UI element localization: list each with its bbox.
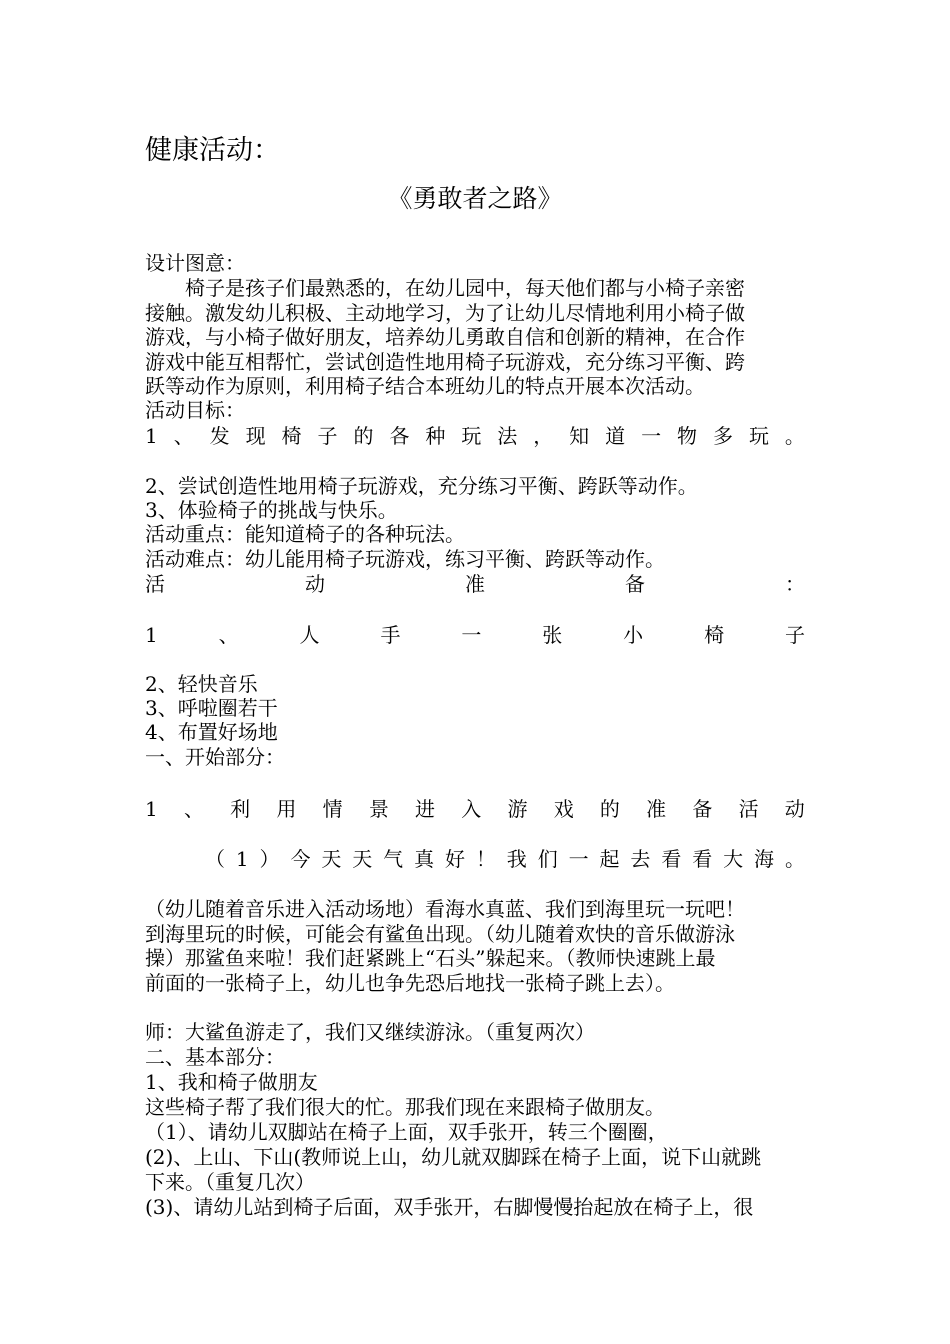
char: 真	[414, 847, 435, 871]
part2-subitem: (3)、请幼儿站到椅子后面，双手张开，右脚慢慢抬起放在椅子上，很	[145, 1195, 754, 1219]
char: 入	[461, 797, 482, 821]
char: 我	[506, 847, 527, 871]
prep-4: 4、布置好场地	[145, 720, 278, 744]
char: 道	[605, 424, 626, 448]
prep-3: 3、呼啦圈若干	[145, 696, 278, 720]
char: 气	[383, 847, 404, 871]
char: 各	[389, 424, 410, 448]
part2-subitem: （1）、请幼儿双脚站在椅子上面，双手张开，转三个圈圈，	[145, 1120, 668, 1144]
char: 准	[465, 572, 485, 596]
char: 活	[145, 572, 165, 596]
char: 。	[784, 424, 805, 448]
goal-2: 2、尝试创造性地用椅子玩游戏，充分练习平衡、跨跃等动作。	[145, 474, 698, 498]
char: 景	[368, 797, 389, 821]
char: 今	[290, 847, 311, 871]
char: 子	[317, 424, 338, 448]
char: 玩	[461, 424, 482, 448]
char: 物	[677, 424, 698, 448]
char: 、	[183, 797, 204, 821]
design-text-line: 游戏中能互相帮忙，尝试创造性地用椅子玩游戏，充分练习平衡、跨	[145, 350, 745, 374]
char: 游	[507, 797, 528, 821]
part2-subitem: (2)、上山、下山(教师说上山，幼儿就双脚踩在椅子上面，说下山就跳	[145, 1145, 762, 1169]
char: 玩	[748, 424, 769, 448]
design-text-line: 椅子是孩子们最熟悉的，在幼儿园中，每天他们都与小椅子亲密	[185, 276, 745, 300]
char: 子	[784, 623, 805, 647]
char: 1	[145, 623, 158, 647]
prep-2: 2、轻快音乐	[145, 672, 258, 696]
char: ！	[475, 847, 496, 871]
char: 看	[692, 847, 713, 871]
char: 、	[173, 424, 194, 448]
part1-label: 一、开始部分：	[145, 745, 285, 769]
char: 用	[276, 797, 297, 821]
goal-3: 3、体验椅子的挑战与快乐。	[145, 498, 398, 522]
char: 的	[353, 424, 374, 448]
char: 活	[738, 797, 759, 821]
prep-1	[145, 623, 805, 648]
part1-text-line: 前面的一张椅子上，幼儿也争先恐后地找一张椅子跳上去）。	[145, 971, 675, 995]
char: 一	[641, 424, 662, 448]
char: 人	[299, 623, 320, 647]
char: 一	[461, 623, 482, 647]
char: 知	[569, 424, 590, 448]
char: 动	[784, 797, 805, 821]
char: 海	[754, 847, 775, 871]
char: ）	[259, 847, 280, 871]
document-title: 《勇敢者之路》	[387, 184, 563, 213]
char: 椅	[281, 424, 302, 448]
char: 发	[209, 424, 230, 448]
char: 看	[661, 847, 682, 871]
part1-item-1-1	[145, 847, 805, 872]
part2-label: 二、基本部分：	[145, 1045, 285, 1069]
part1-item-1	[145, 797, 805, 822]
char: 张	[542, 623, 563, 647]
char: 大	[723, 847, 744, 871]
design-label: 设计图意：	[145, 251, 245, 275]
char: 种	[425, 424, 446, 448]
char: 准	[646, 797, 667, 821]
char: 手	[380, 623, 401, 647]
prep-label	[145, 572, 805, 597]
goals-label: 活动目标：	[145, 398, 245, 422]
part1-text-line: 操）那鲨鱼来啦！我们赶紧跳上“石头”躲起来。（教师快速跳上最	[145, 946, 716, 970]
char: 们	[537, 847, 558, 871]
design-text-line: 跃等动作为原则，利用椅子结合本班幼儿的特点开展本次活动。	[145, 374, 705, 398]
char: ，	[533, 424, 554, 448]
char: 戏	[553, 797, 574, 821]
char: 多	[712, 424, 733, 448]
char: 1	[145, 424, 158, 448]
char: 一	[568, 847, 589, 871]
part1-text-line: 到海里玩的时候，可能会有鲨鱼出现。（幼儿随着欢快的音乐做游泳	[145, 922, 735, 946]
char: 现	[245, 424, 266, 448]
char: 好	[444, 847, 465, 871]
char: （	[205, 847, 225, 871]
key-point: 活动重点：能知道椅子的各种玩法。	[145, 522, 465, 546]
char: 去	[630, 847, 651, 871]
char: 的	[599, 797, 620, 821]
char: 利	[230, 797, 251, 821]
char: ：	[785, 572, 805, 596]
section-heading: 健康活动：	[145, 135, 280, 166]
char: 、	[218, 623, 239, 647]
char: 备	[692, 797, 713, 821]
part1-text-line: （幼儿随着音乐进入活动场地）看海水真蓝、我们到海里玩一玩吧！	[145, 897, 745, 921]
char: 椅	[704, 623, 725, 647]
char: 备	[625, 572, 645, 596]
part2-text: 这些椅子帮了我们很大的忙。那我们现在来跟椅子做朋友。	[145, 1095, 665, 1119]
char: 小	[623, 623, 644, 647]
char: 1	[145, 797, 158, 821]
goal-1	[145, 424, 805, 449]
teacher-line: 师：大鲨鱼游走了，我们又继续游泳。（重复两次）	[145, 1020, 595, 1044]
char: 天	[321, 847, 342, 871]
part2-item-1: 1、我和椅子做朋友	[145, 1070, 318, 1094]
char: 动	[305, 572, 325, 596]
char: 起	[599, 847, 620, 871]
char: 。	[784, 847, 805, 871]
design-text-line: 游戏，与小椅子做好朋友，培养幼儿勇敢自信和创新的精神，在合作	[145, 325, 745, 349]
char: 进	[415, 797, 436, 821]
char: 法	[497, 424, 518, 448]
char: 情	[322, 797, 343, 821]
difficulty: 活动难点：幼儿能用椅子玩游戏，练习平衡、跨跃等动作。	[145, 547, 665, 571]
part2-subitem: 下来。（重复几次）	[145, 1170, 315, 1194]
design-text-line: 接触。激发幼儿积极、主动地学习，为了让幼儿尽情地利用小椅子做	[145, 301, 745, 325]
char: 1	[235, 847, 249, 871]
char: 天	[352, 847, 373, 871]
